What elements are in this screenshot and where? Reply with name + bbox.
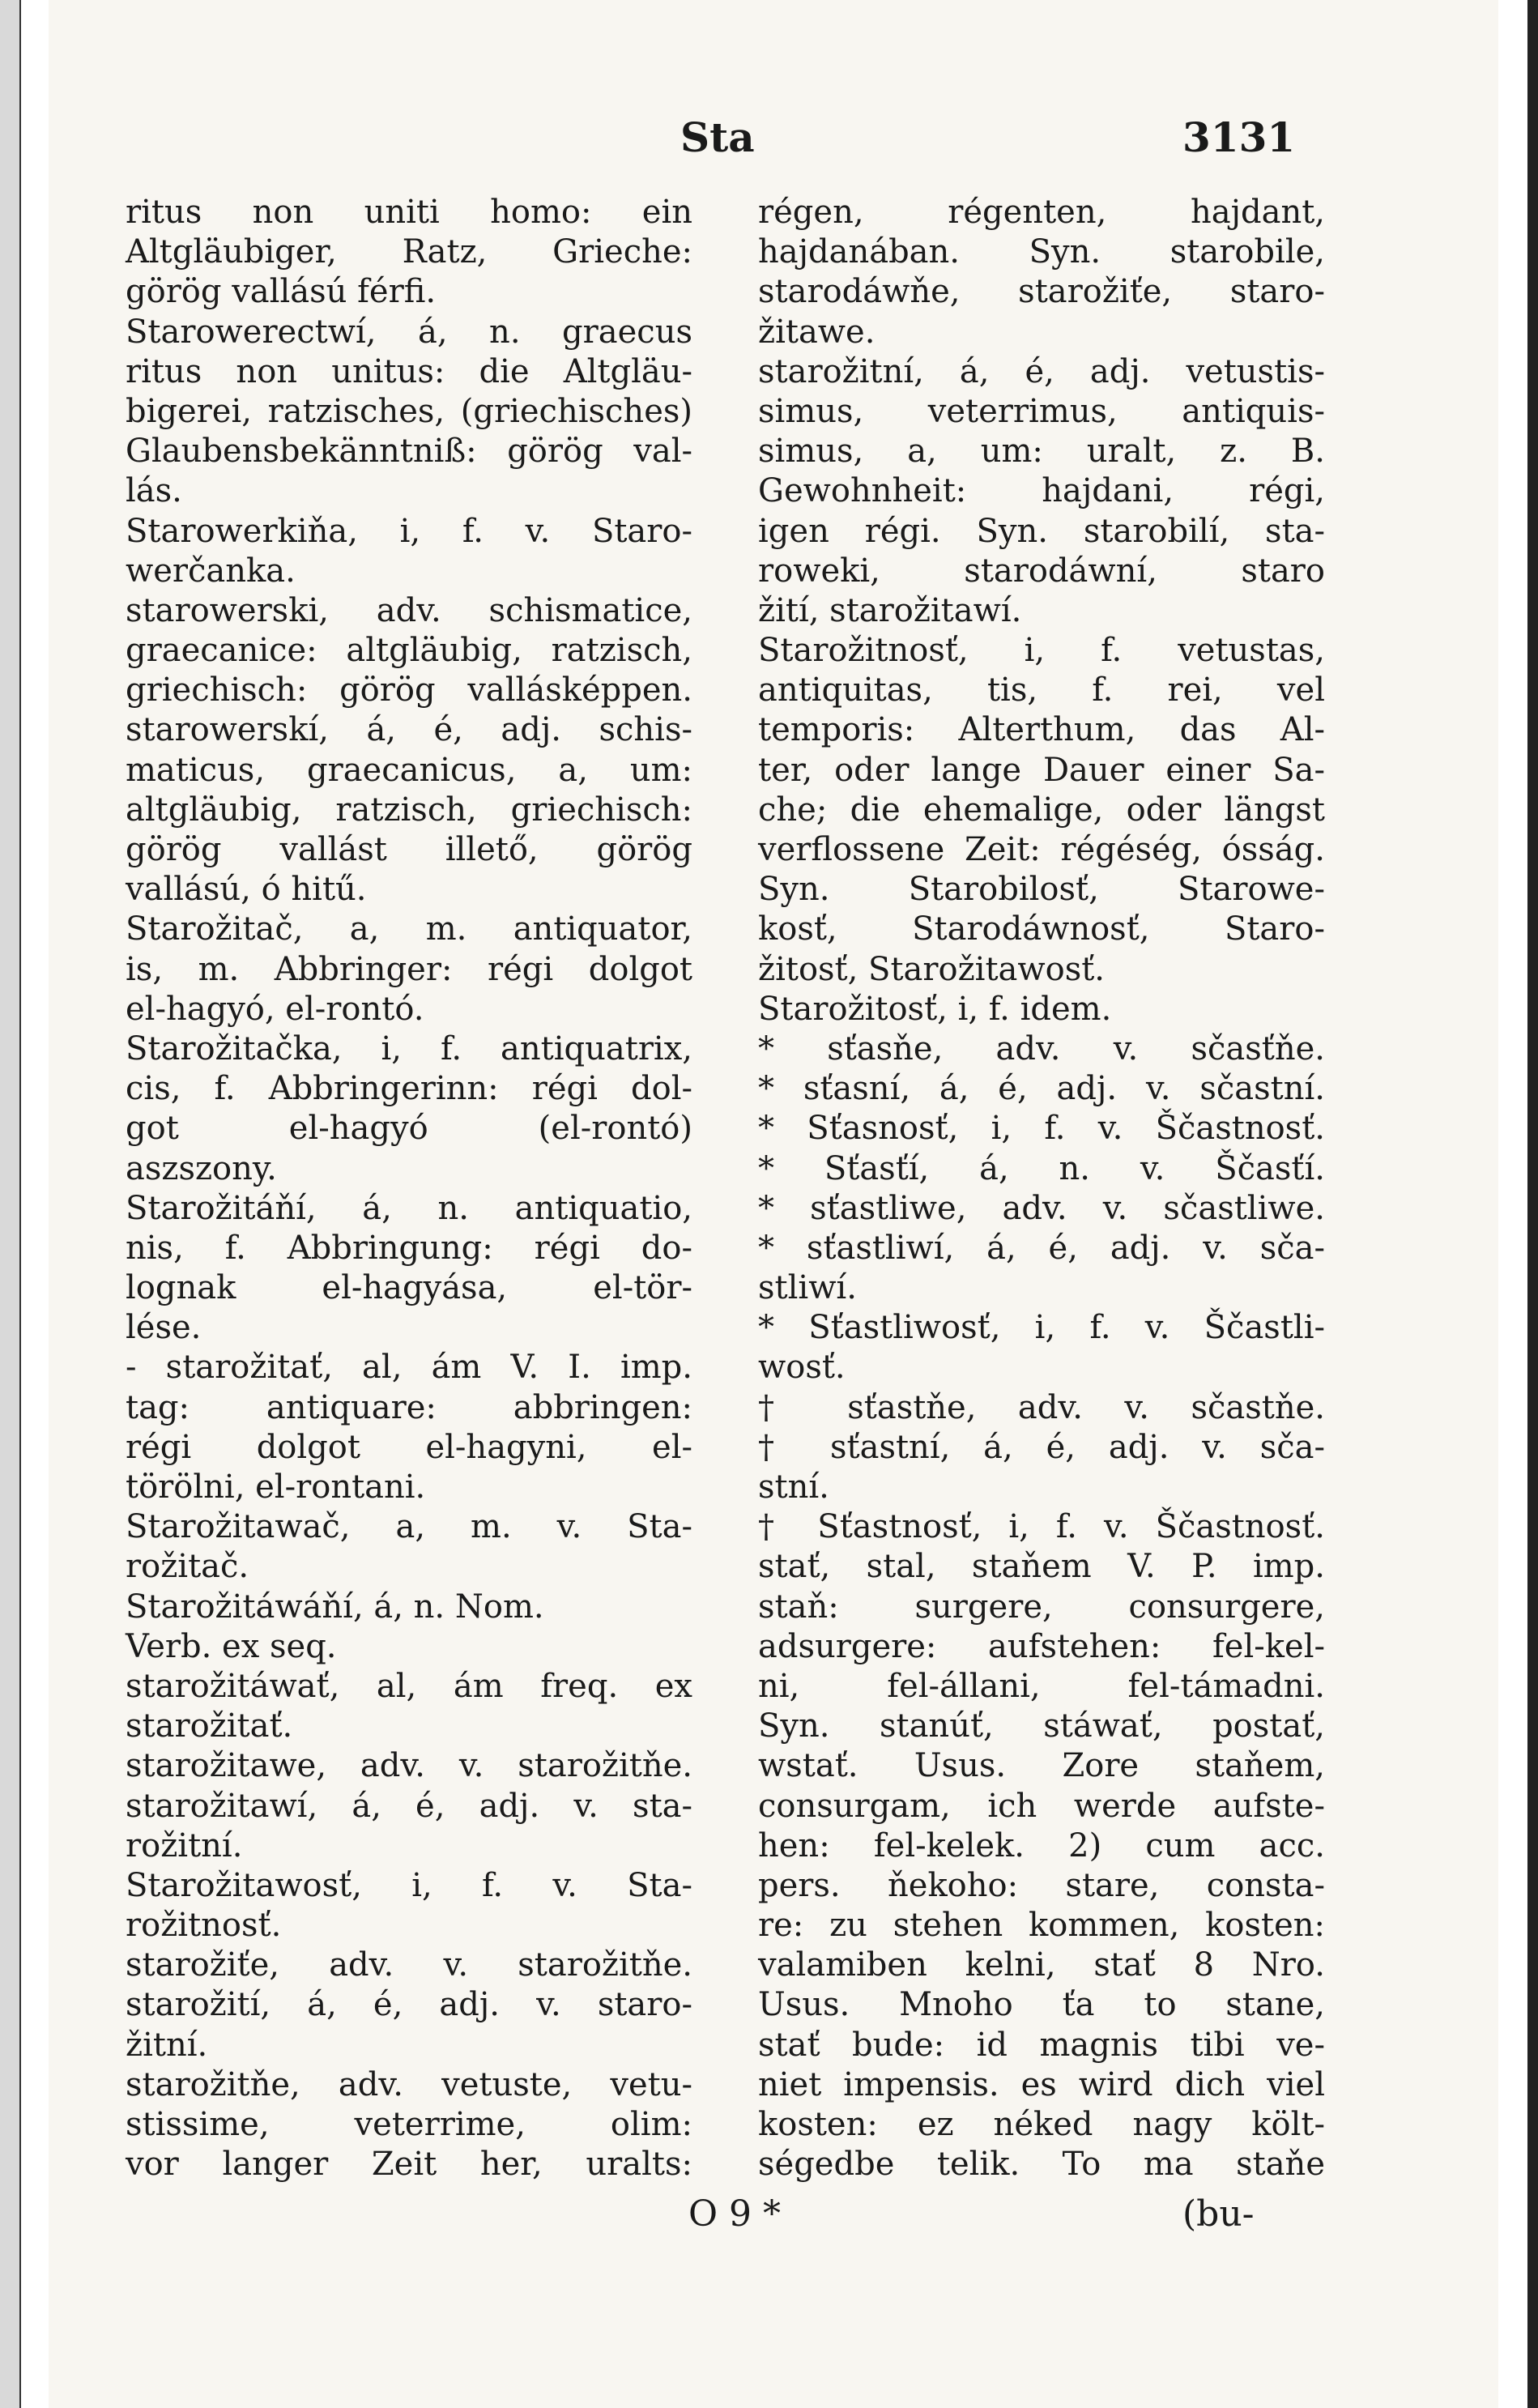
- text-line: starožitawí, á, é, adj. v. sta-: [126, 1787, 692, 1825]
- text-line: starožitňe, adv. vetuste, vetu-: [126, 2065, 692, 2103]
- text-line: žitosť, Starožitawosť.: [758, 950, 1106, 988]
- text-line: Starožitosť, i, f. idem.: [758, 990, 1112, 1028]
- text-line: starožitawe, adv. v. starožitňe.: [126, 1747, 692, 1785]
- text-line: niet impensis. es wird dich viel: [758, 2065, 1325, 2103]
- text-line: * sťasní, á, é, adj. v. sčastní.: [758, 1070, 1325, 1108]
- text-line: Starožitawosť, i, f. v. Sta-: [126, 1866, 692, 1904]
- text-line: Starožitawač, a, m. v. Sta-: [126, 1508, 692, 1546]
- text-line: Starožitáwáňí, á, n. Nom.: [126, 1588, 544, 1626]
- text-line: törölni, el-rontani.: [126, 1468, 426, 1506]
- text-line: hajdanában. Syn. starobile,: [758, 233, 1325, 271]
- text-line: vallású, ó hitű.: [126, 871, 367, 909]
- text-line: Syn. stanúť, stáwať, postať,: [758, 1707, 1325, 1745]
- page-footer: [49, 2193, 1498, 2242]
- text-line: verflossene Zeit: régéség, ósság.: [758, 831, 1325, 868]
- text-line: valamiben kelni, stať 8 Nro.: [758, 1946, 1325, 1984]
- text-line: is, m. Abbringer: régi dolgot: [126, 950, 692, 988]
- text-line: altgläubig, ratzisch, griechisch:: [126, 791, 692, 829]
- text-line: * sťasňe, adv. v. sčasťňe.: [758, 1029, 1325, 1068]
- text-line: el-hagyó, el-rontó.: [126, 990, 424, 1028]
- text-line: Altgläubiger, Ratz, Grieche:: [126, 233, 692, 271]
- text-line: ritus non uniti homo: ein: [126, 194, 692, 231]
- text-line: - starožitať, al, ám V. I. imp.: [126, 1349, 692, 1387]
- catchword: (bu-: [1182, 2193, 1255, 2235]
- text-line: régen, régenten, hajdant,: [758, 194, 1325, 231]
- signature-mark: O 9 *: [688, 2193, 782, 2235]
- text-line: ritus non unitus: die Altgläu-: [126, 352, 692, 390]
- text-line: žitawe.: [758, 313, 876, 351]
- text-line: † sťastňe, adv. v. sčastňe.: [758, 1388, 1325, 1426]
- text-line: ségedbe telik. To ma staňe: [758, 2146, 1325, 2184]
- text-line: stissime, veterrime, olim:: [126, 2106, 692, 2143]
- text-line: * sťastliwí, á, é, adj. v. sča-: [758, 1229, 1325, 1267]
- text-line: igen régi. Syn. starobilí, sta-: [758, 512, 1325, 550]
- text-line: re: zu stehen kommen, kosten:: [758, 1907, 1325, 1945]
- text-line: görög vallást illető, görög: [126, 831, 692, 868]
- text-line: stliwí.: [758, 1269, 857, 1307]
- text-line: † sťastní, á, é, adj. v. sča-: [758, 1428, 1325, 1466]
- text-line: starowerskí, á, é, adj. schis-: [126, 711, 692, 749]
- text-line: wstať. Usus. Zore staňem,: [758, 1747, 1325, 1785]
- text-line: pers. ňekoho: stare, consta-: [758, 1866, 1325, 1904]
- text-line: che; die ehemalige, oder längst: [758, 791, 1325, 829]
- scan-right-edge: [1527, 0, 1538, 2408]
- text-line: rožitač.: [126, 1548, 249, 1586]
- text-line: * sťastliwe, adv. v. sčastliwe.: [758, 1189, 1325, 1227]
- text-line: griechisch: görög vallásképpen.: [126, 671, 692, 710]
- text-line: Gewohnheit: hajdani, régi,: [758, 472, 1325, 510]
- text-line: werčanka.: [126, 552, 296, 590]
- text-line: aszszony.: [126, 1149, 277, 1187]
- text-line: nis, f. Abbringung: régi do-: [126, 1229, 692, 1267]
- text-line: antiquitas, tis, f. rei, vel: [758, 671, 1325, 710]
- book-page: [49, 0, 1498, 2408]
- text-line: Starowerectwí, á, n. graecus: [126, 313, 692, 351]
- text-line: roweki, starodáwní, staro: [758, 552, 1325, 590]
- text-line: régi dolgot el-hagyni, el-: [126, 1428, 692, 1466]
- text-line: starožití, á, é, adj. v. staro-: [126, 1986, 692, 2024]
- text-line: Starožitačka, i, f. antiquatrix,: [126, 1029, 692, 1068]
- page-number: 3131: [1182, 113, 1296, 161]
- text-line: starowerski, adv. schismatice,: [126, 591, 692, 629]
- text-line: vor langer Zeit her, uralts:: [126, 2146, 692, 2184]
- text-line: Syn. Starobilosť, Starowe-: [758, 871, 1325, 909]
- text-line: lognak el-hagyása, el-tör-: [126, 1269, 692, 1307]
- right-column: [758, 193, 1325, 2184]
- text-line: rožitní.: [126, 1826, 243, 1865]
- text-line: žitní.: [126, 2026, 208, 2064]
- text-line: got el-hagyó (el-rontó): [126, 1110, 692, 1148]
- text-line: Starožitáňí, á, n. antiquatio,: [126, 1189, 692, 1227]
- text-line: * Sťasnosť, i, f. v. Ščastnosť.: [758, 1110, 1325, 1148]
- text-line: starožitáwať, al, ám freq. ex: [126, 1667, 692, 1705]
- text-line: Starowerkiňa, i, f. v. Staro-: [126, 512, 692, 550]
- scan-left-edge: [0, 0, 21, 2408]
- text-line: stať bude: id magnis tibi ve-: [758, 2026, 1325, 2064]
- text-line: staň: surgere, consurgere,: [758, 1588, 1325, 1626]
- text-line: temporis: Alterthum, das Al-: [758, 711, 1325, 749]
- text-line: simus, a, um: uralt, z. B.: [758, 433, 1325, 471]
- text-line: starodáwňe, starožiťe, staro-: [758, 273, 1325, 311]
- text-line: rožitnosť.: [126, 1907, 282, 1945]
- text-line: Verb. ex seq.: [126, 1627, 337, 1665]
- text-line: stať, stal, staňem V. P. imp.: [758, 1548, 1325, 1586]
- text-line: ni, fel-állani, fel-támadni.: [758, 1667, 1325, 1705]
- text-line: Glaubensbekänntniß: görög val-: [126, 433, 692, 471]
- section-heading: Sta: [680, 113, 755, 161]
- text-line: * Sťastliwosť, i, f. v. Ščastli-: [758, 1309, 1325, 1347]
- text-line: kosten: ez néked nagy költ-: [758, 2106, 1325, 2143]
- text-line: lése.: [126, 1309, 202, 1347]
- page-header: [49, 113, 1498, 170]
- text-line: stní.: [758, 1468, 829, 1506]
- text-line: tag: antiquare: abbringen:: [126, 1388, 692, 1426]
- text-line: cis, f. Abbringerinn: régi dol-: [126, 1070, 692, 1108]
- text-line: Starožitač, a, m. antiquator,: [126, 910, 692, 948]
- text-line: hen: fel-kelek. 2) cum acc.: [758, 1826, 1325, 1865]
- text-line: adsurgere: aufstehen: fel-kel-: [758, 1627, 1325, 1665]
- text-line: consurgam, ich werde aufste-: [758, 1787, 1325, 1825]
- text-line: Starožitnosť, i, f. vetustas,: [758, 632, 1325, 670]
- text-line: kosť, Starodáwnosť, Staro-: [758, 910, 1325, 948]
- text-line: ter, oder lange Dauer einer Sa-: [758, 751, 1325, 789]
- text-line: görög vallású férfi.: [126, 273, 437, 311]
- text-line: * Sťasťí, á, n. v. Ščasťí.: [758, 1149, 1325, 1187]
- text-line: bigerei, ratzisches, (griechisches): [126, 392, 692, 430]
- text-line: graecanice: altgläubig, ratzisch,: [126, 632, 692, 670]
- text-line: starožitať.: [126, 1707, 293, 1745]
- text-line: wosť.: [758, 1349, 846, 1387]
- text-line: simus, veterrimus, antiquis-: [758, 392, 1325, 430]
- text-line: Usus. Mnoho ťa to stane,: [758, 1986, 1325, 2024]
- text-line: starožitní, á, é, adj. vetustis-: [758, 352, 1325, 390]
- text-line: † Sťastnosť, i, f. v. Ščastnosť.: [758, 1508, 1325, 1546]
- text-line: lás.: [126, 472, 182, 510]
- left-column: [126, 193, 692, 2184]
- text-line: maticus, graecanicus, a, um:: [126, 751, 692, 789]
- text-line: starožiťe, adv. v. starožitňe.: [126, 1946, 692, 1984]
- text-line: žití, starožitawí.: [758, 591, 1022, 629]
